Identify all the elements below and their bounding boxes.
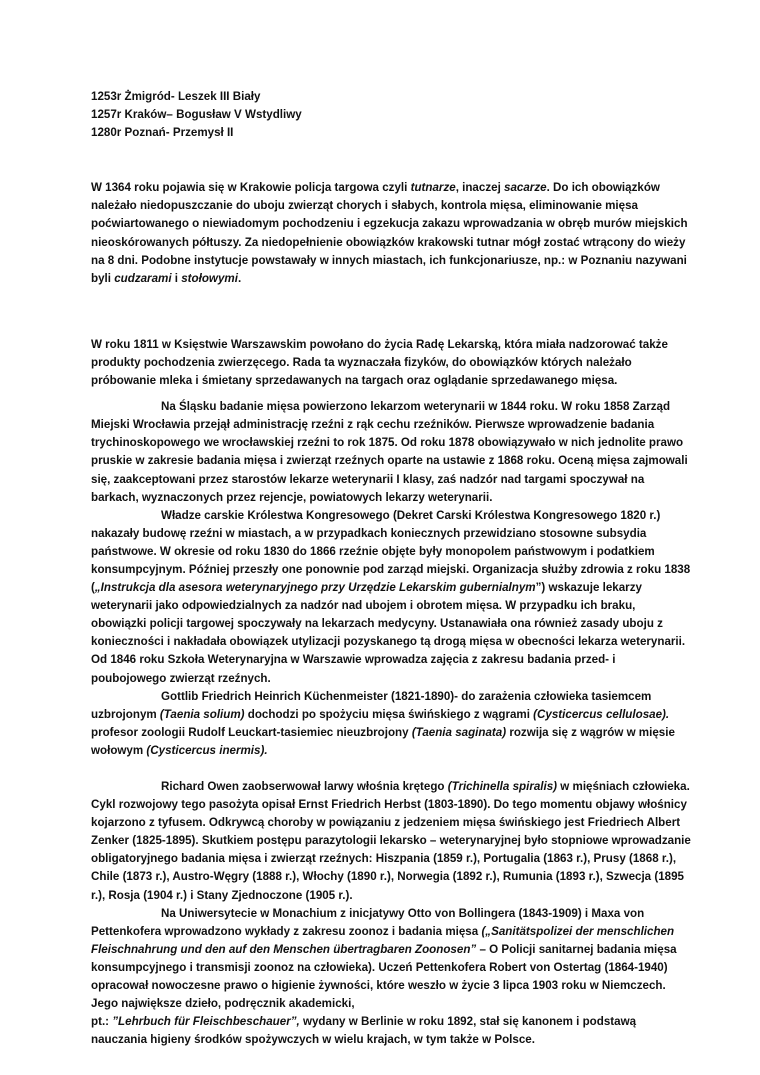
paragraph-medical-council: W roku 1811 w Księstwie Warszawskim powołano do życia Radę Lekarską, która miała nadzorować także produkty pochodzenia zwierzęcego. Rada ta wyznaczała fizyków, do obowiązków których należało próbowanie mleka i śmietany sprzedawanych na targach oraz oglądanie sprzedawanego mięsa.	[91, 337, 668, 388]
date-line: 1257r Kraków– Bogusław V Wstydliwy	[91, 108, 302, 122]
paragraph-tapeworm: Gottlib Friedrich Heinrich Küchenmeister (1821-1890)- do zarażenia człowieka tasiemcem uzbrojonym (Taenia solium) dochodzi po spożyciu mięsa świńskiego z wągrami (Cysticercus cellulosae). profesor zoologii Rudolf Leuckart-tasiemiec nieuzbrojony (Taenia saginata) rozwija się z wągrów w mięsie wołowym (Cysticercus inermis).	[91, 689, 675, 757]
date-line: 1253r Żmigród- Leszek III Biały	[91, 90, 261, 103]
taxon-taenia-saginata: (Taenia saginata)	[411, 725, 507, 739]
paragraph-trichinella: Richard Owen zaobserwował larwy włośnia krętego (Trichinella spiralis) w mięśniach człowieka. Cykl rozwojowy tego pasożyta opisał Ernst Friedrich Herbst (1803-1890). Do tego momentu objawy włośnicy kojarzono z tyfusem. Odkrywcą choroby w powiązaniu z jedzeniem mięsa świńskiego jest Friedriech Albert Zenker (1825-1895). Skutkiem postępu parazytologii lekarsko – weterynaryjnej było stopniowe wprowadzanie obligatoryjnego badania mięsa i zwierząt rzeźnych: Hiszpania (1859 r.), Portugalia (1863 r.), Prusy (1868 r.), Chile (1873 r.), Austro-Węgry (1888 r.), Włochy (1890 r.), Norwegia (1892 r.), Rumunia (1893 r.), Szwecja (1895 r.), Rosja (1904 r.) i Stany Zjednoczone (1905 r.).	[91, 780, 691, 902]
paragraph-munich: Na Uniwersytecie w Monachium z inicjatywy Otto von Bollingera (1843-1909) i Maxa von Pettenkofera wprowadzono wykłady z zakresu zoonoz i badania mięsa („Sanitätspolizei der menschlichen Fleischnahrung und den auf den Menschen übertragbaren Zoonosen” – O Policji sanitarnej badania mięsa konsumpcyjnego i transmisji zoonoz na człowieka). Uczeń Pettenkofera Robert von Ostertag (1864-1940) opracował nowoczesne prawo o higienie żywności, które weszło w życie 3 lipca 1903 roku w Niemczech. Jego największe dzieło, podręcznik akademicki, pt.: ”Lehrbuch für Fleischbeschauer”, wydany w Berlinie w roku 1892, stał się kanonem i podstawą nauczania higieny środków spożywczych w wielu krajach, w tym także w Polsce.	[91, 905, 691, 1050]
book-line: pt.: ”Lehrbuch für Fleischbeschauer”, wydany w Berlinie w roku 1892, stał się kanonem i podstawą nauczania higieny środków spożywczych w wielu krajach, w tym także w Polsce.	[91, 1015, 637, 1047]
term-sacarze: sacarze	[504, 181, 547, 195]
taxon-trichinella: (Trichinella spiralis)	[447, 780, 558, 793]
paragraph-congress-kingdom: Władze carskie Królestwa Kongresowego (Dekret Carski Królestwa Kongresowego 1820 r.) nakazały budowę rzeźni w miastach, a w przypadkach koniecznych przewidziano stosowne subsydia państwowe. W okresie od roku 1830 do 1866 rzeźnie objęte były monopolem państwowym i podatkiem konsumpcyjnym. Później przeszły one ponownie pod zarząd miejski. Organizacja służby zdrowia z roku 1838 („Instrukcja dla asesora weterynaryjnego przy Urzędzie Lekarskim gubernialnym”) wskazuje lekarzy weterynarii jako odpowiedzialnych za nadzór nad ubojem i obrotem mięsa. W przypadku ich braku, obowiązki policji targowej spoczywały na lekarzach medycyny. Ustanawiała ona również zasady uboju z konieczności i nakładała obowiązek utylizacji pozyskanego tą drogą mięsa w obecności lekarza weterynarii. Od 1846 roku Szkoła Weterynaryjna w Warszawie wprowadza zajęcia z zakresu badania przed- i poubojowego zwierząt rzeźnych.	[91, 507, 691, 688]
lecture-title: („Sanitätspolizei der menschlichen Fleischnahrung und den auf den Menschen übertragbaren Zoonosen”	[91, 924, 675, 956]
term-cudzarami: cudzarami	[114, 271, 172, 285]
taxon-cysticercus-inermis: (Cysticercus inermis).	[146, 743, 268, 757]
taxon-taenia-solium: (Taenia solium)	[159, 707, 245, 721]
date-line: 1280r Poznań- Przemysł II	[91, 126, 234, 140]
instruction-title: „Instrukcja dla asesora weterynaryjnego przy Urzędzie Lekarskim gubernialnym	[94, 581, 536, 595]
book-title: ”Lehrbuch für Fleischbeschauer”,	[112, 1015, 300, 1029]
taxon-cysticercus-cellulosae: (Cysticercus cellulosae).	[533, 707, 670, 721]
document-body	[91, 88, 691, 1049]
paragraph-market-police: W 1364 roku pojawia się w Krakowie policja targowa czyli tutnarze, inaczej sacarze. Do ich obowiązków należało niedopuszczanie do uboju zwierząt chorych i słabych, kontrola mięsa, eliminowanie mięsa poćwiartowanego o niewiadomym pochodzeniu i egzekucja zakazu wprowadzania w obręb murów miejskich nieoskórowanych półtuszy. Za niedopełnienie obowiązków krakowski tutnar mógł zostać wtrącony do wieży na 8 dni. Podobne instytucje powstawały w innych miastach, ich funkcjonariusze, np.: w Poznaniu nazywani byli cudzarami i stołowymi.	[91, 181, 688, 285]
term-tutnarze: tutnarze	[410, 181, 456, 195]
warsaw-school-line: Od 1846 roku Szkoła Weterynaryjna w Warszawie wprowadza zajęcia z zakresu badania przed- i poubojowego zwierząt rzeźnych.	[91, 653, 616, 685]
paragraph-silesia: Na Śląsku badanie mięsa powierzono lekarzom weterynarii w 1844 roku. W roku 1858 Zarząd Miejski Wrocławia przejął administrację rzeźni z rąk cechu rzeźników. Pierwsze wprowadzenie badania trychinoskopowego we wrocławskiej rzeźni to rok 1875. Od roku 1878 obowiązywało w nich jednolite prawo pruskie w zakresie badania mięsa i zwierząt rzeźnych oparte na ustawie z 1868 roku. Oceną mięsa zajmowali się, zaakceptowani przez starostów lekarze weterynarii I klasy, zaś nadzór nad targami spoczywał na barkach, wyznaczonych przez rejencje, powiatowych lekarzy weterynarii.	[91, 400, 688, 504]
term-stolowymi: stołowymi	[181, 271, 238, 285]
